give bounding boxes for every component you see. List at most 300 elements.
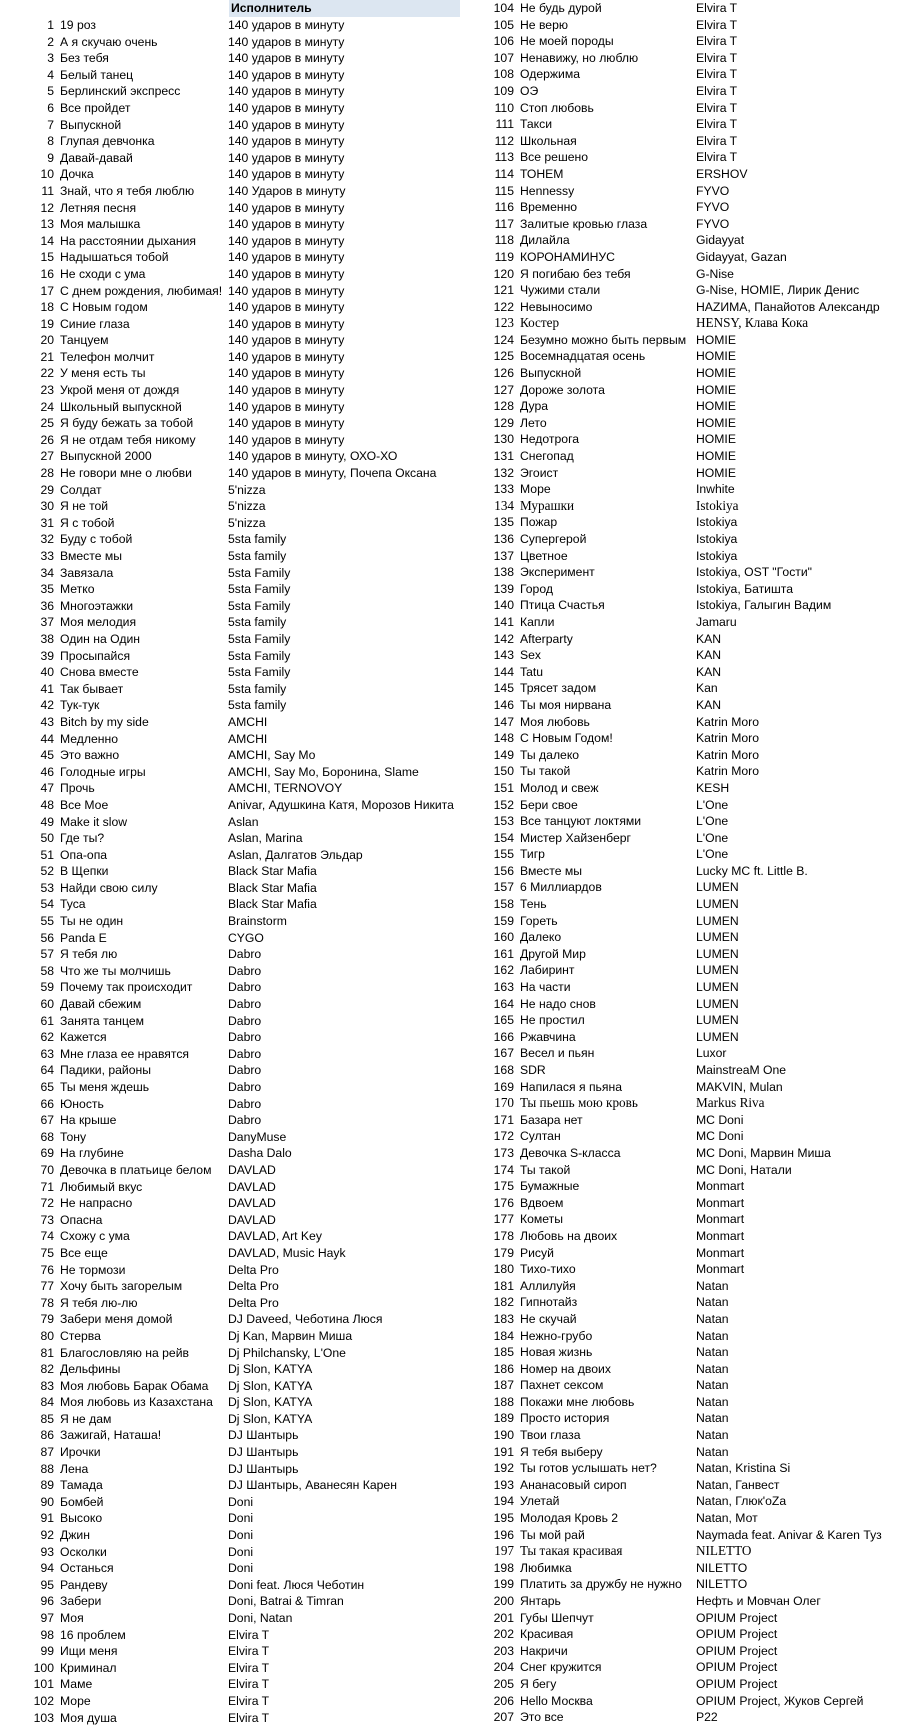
song-title[interactable]: С Новым годом (60, 300, 148, 315)
song-title[interactable]: Хочу быть загорелым (60, 1279, 183, 1294)
song-title[interactable]: Я тебя лю-лю (60, 1295, 138, 1310)
artist-name[interactable]: AMCHI, Say Mo (228, 748, 316, 763)
song-title[interactable]: Высоко (60, 1511, 103, 1526)
table-row[interactable] (0, 1245, 460, 1262)
table-row[interactable] (460, 465, 909, 482)
artist-name[interactable]: Istokiya (696, 532, 738, 546)
table-row[interactable] (0, 1145, 460, 1162)
song-title[interactable]: Давай-давай (60, 150, 133, 165)
table-row[interactable] (0, 1610, 460, 1627)
song-title[interactable]: Султан (520, 1129, 561, 1144)
song-title[interactable]: КОРОНАМИНУС (520, 249, 615, 264)
artist-name[interactable]: 140 ударов в минуту (228, 18, 345, 32)
row-number[interactable]: 115 (494, 183, 514, 198)
artist-name[interactable]: AMCHI (228, 714, 268, 729)
table-row[interactable] (0, 1361, 460, 1378)
artist-name[interactable]: Inwhite (696, 482, 735, 497)
table-row[interactable] (460, 548, 909, 565)
song-title[interactable]: Просыпайся (60, 648, 131, 663)
table-row[interactable] (0, 614, 460, 631)
row-number[interactable]: 51 (40, 847, 54, 862)
row-number[interactable]: 101 (33, 1677, 54, 1692)
artist-name[interactable]: FYVO (696, 216, 730, 231)
row-number[interactable]: 122 (493, 299, 514, 314)
song-title[interactable]: Sex (520, 648, 542, 663)
artist-name[interactable]: OPIUM Project (696, 1676, 778, 1691)
song-title[interactable]: Зажигай, Наташа! (60, 1428, 162, 1443)
table-row[interactable] (460, 1527, 909, 1544)
row-number[interactable]: 15 (40, 250, 54, 265)
row-number[interactable]: 62 (40, 1030, 54, 1045)
song-title[interactable]: Маме (60, 1677, 93, 1692)
table-row[interactable] (0, 216, 460, 233)
row-number[interactable]: 30 (40, 499, 54, 514)
artist-name[interactable]: Elvira T (696, 133, 738, 148)
table-row[interactable] (460, 1444, 909, 1461)
row-number[interactable]: 160 (493, 930, 514, 945)
table-row[interactable] (0, 117, 460, 134)
song-title[interactable]: Найди свою силу (60, 880, 158, 895)
song-title[interactable]: Одержима (520, 67, 580, 82)
row-number[interactable]: 22 (40, 366, 54, 381)
table-row[interactable] (460, 564, 909, 581)
song-title[interactable]: Укрой меня от дождя (60, 383, 180, 398)
song-title[interactable]: Голодные игры (60, 764, 146, 779)
table-row[interactable] (0, 814, 460, 831)
table-row[interactable] (0, 780, 460, 797)
table-row[interactable] (460, 1643, 909, 1660)
song-title[interactable]: Моя любовь из Казахстана (60, 1395, 213, 1410)
table-row[interactable] (0, 880, 460, 897)
row-number[interactable]: 108 (493, 67, 514, 82)
table-row[interactable] (0, 1394, 460, 1411)
song-title[interactable]: Море (520, 482, 551, 497)
song-title[interactable]: Завязала (60, 565, 114, 580)
table-row[interactable] (0, 548, 460, 565)
artist-name[interactable]: 140 ударов в минуту (228, 283, 345, 298)
table-row[interactable] (460, 183, 909, 200)
song-title[interactable]: Бери свое (520, 797, 578, 812)
table-row[interactable] (460, 1510, 909, 1527)
table-row[interactable] (0, 913, 460, 930)
artist-name[interactable]: Dj Slon, KATYA (228, 1362, 313, 1377)
row-number[interactable]: 188 (493, 1394, 514, 1409)
song-title[interactable]: Мурашки (520, 497, 575, 513)
table-row[interactable] (460, 33, 909, 50)
row-number[interactable]: 143 (493, 648, 514, 663)
table-row[interactable] (460, 1626, 909, 1643)
table-row[interactable] (0, 1544, 460, 1561)
song-title[interactable]: Покажи мне любовь (520, 1394, 635, 1409)
row-number[interactable]: 14 (40, 233, 54, 248)
table-row[interactable] (460, 1112, 909, 1129)
table-row[interactable] (0, 896, 460, 913)
row-number[interactable]: 77 (40, 1279, 54, 1294)
table-row[interactable] (460, 332, 909, 349)
table-row[interactable] (0, 697, 460, 714)
song-title[interactable]: Птица Счастья (520, 598, 605, 613)
song-title[interactable]: Я погибаю без тебя (520, 266, 631, 281)
artist-name[interactable]: 140 ударов в минуту, Почепа Оксана (228, 466, 437, 481)
song-title[interactable]: Тень (520, 897, 547, 912)
song-title[interactable]: Моя душа (60, 1710, 117, 1725)
row-number[interactable]: 12 (40, 200, 54, 215)
song-title[interactable]: Не напрасно (60, 1196, 133, 1211)
song-title[interactable]: Hennessy (520, 183, 575, 198)
artist-name[interactable]: Natan (696, 1428, 729, 1443)
song-title[interactable]: Моя мелодия (60, 615, 137, 630)
artist-name[interactable]: 5sta family (228, 698, 287, 713)
artist-name[interactable]: Dj Slon, KATYA (228, 1411, 313, 1426)
artist-name[interactable]: 140 ударов в минуту (228, 233, 345, 248)
song-title[interactable]: Буду с тобой (60, 532, 133, 547)
artist-name[interactable]: 5'nizza (228, 482, 266, 497)
row-number[interactable]: 123 (494, 315, 514, 331)
song-title[interactable]: Медленно (60, 731, 119, 746)
song-title[interactable]: Молодая Кровь 2 (520, 1511, 619, 1526)
table-row[interactable] (460, 1062, 909, 1079)
table-row[interactable] (0, 67, 460, 84)
artist-name[interactable]: Naymada feat. Anivar & Karen Туз (696, 1527, 882, 1542)
row-number[interactable]: 45 (40, 748, 54, 763)
table-row[interactable] (460, 813, 909, 830)
song-title[interactable]: Все решено (520, 150, 589, 165)
song-title[interactable]: Почему так происходит (60, 980, 193, 995)
table-row[interactable] (0, 863, 460, 880)
song-title[interactable]: Я не той (60, 499, 109, 514)
song-title[interactable]: ОЭ (520, 83, 539, 98)
artist-name[interactable]: MC Doni, Марвин Миша (696, 1145, 831, 1160)
table-row[interactable] (460, 1195, 909, 1212)
table-row[interactable] (0, 465, 460, 482)
artist-name[interactable]: OPIUM Project (696, 1627, 778, 1642)
table-row[interactable] (460, 116, 909, 133)
row-number[interactable]: 200 (493, 1594, 514, 1608)
artist-name[interactable]: Dj Philchansky, L'One (228, 1345, 346, 1360)
artist-name[interactable]: Doni (228, 1561, 254, 1576)
row-number[interactable]: 190 (493, 1428, 514, 1443)
row-number[interactable]: 111 (495, 117, 514, 132)
table-row[interactable] (0, 714, 460, 731)
table-row[interactable] (460, 1410, 909, 1427)
row-number[interactable]: 17 (40, 283, 54, 298)
song-title[interactable]: Просто история (520, 1411, 610, 1426)
table-row[interactable] (460, 1543, 909, 1560)
table-row[interactable] (0, 1427, 460, 1444)
song-title[interactable]: Мне глаза ее нравятся (60, 1046, 190, 1061)
artist-name[interactable]: Natan (696, 1378, 729, 1393)
artist-name[interactable]: HOMIE (696, 415, 736, 430)
row-number[interactable]: 96 (40, 1594, 54, 1609)
table-row[interactable] (460, 913, 909, 930)
table-row[interactable] (0, 996, 460, 1013)
artist-name[interactable]: Natan, Мот (696, 1511, 758, 1526)
song-title[interactable]: Все танцуют локтями (520, 814, 642, 829)
row-number[interactable]: 139 (493, 581, 514, 596)
artist-name[interactable]: 140 ударов в минуту (228, 300, 345, 315)
row-number[interactable]: 7 (47, 117, 54, 132)
row-number[interactable]: 150 (493, 764, 514, 779)
song-title[interactable]: Базара нет (520, 1112, 583, 1127)
song-title[interactable]: Тихо-тихо (520, 1262, 576, 1277)
artist-name[interactable]: 140 ударов в минуту (228, 316, 345, 331)
song-title[interactable]: Я не дам (60, 1411, 112, 1426)
row-number[interactable]: 92 (40, 1528, 54, 1543)
row-number[interactable]: 82 (40, 1362, 54, 1377)
song-title[interactable]: Ты далеко (520, 747, 580, 762)
row-number[interactable]: 163 (493, 980, 514, 995)
artist-name[interactable]: LUMEN (696, 946, 739, 961)
row-number[interactable]: 149 (493, 747, 514, 762)
row-number[interactable]: 145 (493, 681, 514, 696)
song-title[interactable]: Напилася я пьяна (520, 1079, 622, 1094)
song-title[interactable]: Тук-тук (60, 698, 100, 713)
row-number[interactable]: 81 (40, 1345, 54, 1360)
artist-name[interactable]: 5sta Family (228, 582, 291, 597)
row-number[interactable]: 161 (493, 946, 514, 961)
row-number[interactable]: 50 (40, 831, 54, 846)
song-title[interactable]: Рандеву (60, 1577, 108, 1592)
artist-name[interactable]: CYGO (228, 930, 264, 945)
song-title[interactable]: Эксперимент (520, 565, 595, 580)
artist-name[interactable]: Natan (696, 1295, 729, 1310)
table-row[interactable] (0, 598, 460, 615)
song-title[interactable]: Криминал (60, 1660, 117, 1675)
artist-name[interactable]: LUMEN (696, 930, 739, 945)
row-number[interactable]: 89 (40, 1478, 54, 1493)
table-row[interactable] (460, 1228, 909, 1245)
artist-name[interactable]: 140 ударов в минуту, ОХО-ХО (228, 449, 398, 464)
table-row[interactable] (460, 266, 909, 283)
row-number[interactable]: 42 (40, 698, 54, 713)
row-number[interactable]: 164 (493, 996, 514, 1011)
song-title[interactable]: Знай, что я тебя люблю (60, 183, 195, 198)
table-row[interactable] (460, 315, 909, 332)
table-row[interactable] (460, 714, 909, 731)
artist-name[interactable]: Doni, Batrai & Timran (228, 1594, 344, 1609)
row-number[interactable]: 67 (40, 1113, 54, 1128)
row-number[interactable]: 198 (493, 1560, 514, 1575)
artist-name[interactable]: L'One (696, 830, 729, 845)
song-title[interactable]: Бумажные (520, 1179, 580, 1194)
song-title[interactable]: Так бывает (60, 681, 124, 696)
row-number[interactable]: 131 (493, 449, 514, 464)
artist-name[interactable]: 140 ударов в минуту (228, 399, 345, 414)
artist-name[interactable]: G-Nise (696, 266, 734, 281)
song-title[interactable]: Ты пьешь мою кровь (520, 1095, 638, 1111)
table-row[interactable] (0, 1013, 460, 1030)
artist-name[interactable]: KESH (696, 780, 730, 795)
artist-name[interactable]: Dabro (228, 997, 262, 1012)
artist-name[interactable]: Dabro (228, 947, 262, 962)
song-title[interactable]: Дочка (60, 167, 94, 182)
table-row[interactable] (460, 1211, 909, 1228)
song-title[interactable]: Забери меня домой (60, 1312, 173, 1327)
artist-name[interactable]: G-Nise, HOMIE, Лирик Денис (696, 283, 860, 298)
artist-name[interactable]: Elvira T (696, 50, 738, 65)
table-row[interactable] (460, 763, 909, 780)
artist-name[interactable]: HENSY, Клава Кока (696, 315, 809, 331)
table-row[interactable] (0, 183, 460, 200)
table-row[interactable] (460, 1311, 909, 1328)
row-number[interactable]: 78 (40, 1295, 54, 1310)
row-number[interactable]: 104 (493, 1, 514, 15)
row-number[interactable]: 129 (493, 415, 514, 430)
artist-name[interactable]: Natan (696, 1361, 729, 1376)
artist-name[interactable]: Lucky MC ft. Little B. (696, 863, 808, 878)
song-title[interactable]: Вдвоем (520, 1195, 564, 1210)
table-row[interactable] (0, 797, 460, 814)
table-row[interactable] (0, 17, 460, 34)
song-title[interactable]: Дороже золота (520, 382, 605, 397)
artist-name[interactable]: Delta Pro (228, 1262, 279, 1277)
table-row[interactable] (460, 282, 909, 299)
song-title[interactable]: Школьная (520, 133, 577, 148)
song-title[interactable]: Любовь на двоих (520, 1228, 618, 1243)
table-row[interactable] (0, 681, 460, 698)
table-row[interactable] (0, 963, 460, 980)
row-number[interactable]: 121 (493, 283, 514, 298)
song-title[interactable]: Не говори мне о любви (60, 466, 192, 481)
song-title[interactable]: Ты такой (520, 764, 571, 779)
row-number[interactable]: 156 (493, 863, 514, 878)
row-number[interactable]: 5 (47, 84, 54, 99)
table-row[interactable] (0, 1195, 460, 1212)
row-number[interactable]: 119 (494, 249, 514, 264)
row-number[interactable]: 102 (33, 1693, 54, 1708)
artist-name[interactable]: 140 ударов в минуту (228, 432, 345, 447)
row-number[interactable]: 76 (40, 1262, 54, 1277)
table-row[interactable] (460, 1162, 909, 1179)
row-number[interactable]: 117 (494, 216, 514, 231)
artist-name[interactable]: Elvira T (696, 117, 738, 132)
artist-name[interactable]: DAVLAD (228, 1212, 276, 1227)
artist-name[interactable]: Elvira T (696, 83, 738, 98)
artist-name[interactable]: DAVLAD (228, 1196, 276, 1211)
artist-name[interactable]: KAN (696, 631, 722, 646)
table-row[interactable] (0, 349, 460, 366)
song-title[interactable]: Я тебя лю (60, 947, 118, 962)
row-number[interactable]: 186 (493, 1361, 514, 1376)
artist-name[interactable]: Dabro (228, 1080, 262, 1094)
song-title[interactable]: Схожу с ума (60, 1229, 130, 1244)
song-title[interactable]: Снегопад (520, 449, 574, 464)
row-number[interactable]: 65 (40, 1080, 54, 1094)
table-row[interactable] (0, 830, 460, 847)
song-title[interactable]: Один на Один (60, 631, 141, 646)
table-row[interactable] (460, 1261, 909, 1278)
table-row[interactable] (0, 1046, 460, 1063)
artist-name[interactable]: Dabro (228, 1013, 262, 1028)
artist-name[interactable]: Istokiya (696, 515, 738, 530)
artist-name[interactable]: Monmart (696, 1179, 745, 1194)
table-row[interactable] (0, 847, 460, 864)
song-title[interactable]: Ищи меня (60, 1644, 118, 1659)
row-number[interactable]: 48 (40, 797, 54, 812)
table-row[interactable] (460, 1560, 909, 1577)
table-row[interactable] (460, 50, 909, 67)
row-number[interactable]: 68 (40, 1129, 54, 1144)
row-number[interactable]: 159 (493, 913, 514, 928)
artist-name[interactable]: 5sta family (228, 615, 287, 630)
table-row[interactable] (460, 83, 909, 100)
song-title[interactable]: Чужими стали (520, 283, 601, 298)
song-title[interactable]: Выпускной 2000 (60, 449, 152, 464)
artist-name[interactable]: 140 ударов в минуту (228, 100, 345, 115)
artist-name[interactable]: Dabro (228, 963, 262, 978)
artist-name[interactable]: Istokiya, Галыгин Вадим (696, 598, 832, 613)
row-number[interactable]: 127 (493, 382, 514, 397)
song-title[interactable]: Это все (520, 1710, 564, 1725)
artist-name[interactable]: HOMIE (696, 449, 736, 464)
table-row[interactable] (460, 199, 909, 216)
artist-name[interactable]: DAVLAD (228, 1179, 276, 1194)
song-title[interactable]: Останься (60, 1561, 114, 1576)
row-number[interactable]: 38 (40, 631, 54, 646)
row-number[interactable]: 179 (493, 1245, 514, 1260)
song-title[interactable]: Без тебя (60, 51, 109, 66)
row-number[interactable]: 141 (493, 614, 514, 629)
song-title[interactable]: Моя (60, 1611, 84, 1625)
row-number[interactable]: 19 (40, 316, 54, 331)
song-title[interactable]: Номер на двоих (520, 1361, 611, 1376)
song-title[interactable]: Другой Мир (520, 946, 586, 961)
row-number[interactable]: 144 (493, 664, 514, 679)
artist-name[interactable]: OPIUM Project (696, 1610, 778, 1625)
table-row[interactable] (0, 1311, 460, 1328)
row-number[interactable]: 94 (40, 1561, 54, 1576)
table-row[interactable] (0, 1062, 460, 1079)
artist-name[interactable]: 140 ударов в минуту (228, 416, 345, 431)
artist-name[interactable]: Monmart (696, 1262, 745, 1277)
header-artist[interactable]: Исполнитель (229, 0, 460, 17)
row-number[interactable]: 49 (40, 814, 54, 829)
artist-name[interactable]: KAN (696, 697, 722, 712)
artist-name[interactable]: Monmart (696, 1195, 745, 1210)
artist-name[interactable]: Doni (228, 1511, 254, 1526)
artist-name[interactable]: 5sta Family (228, 648, 291, 663)
row-number[interactable]: 187 (493, 1378, 514, 1393)
song-title[interactable]: На глубине (60, 1146, 124, 1161)
song-title[interactable]: Молод и свеж (520, 780, 599, 795)
row-number[interactable]: 10 (40, 167, 54, 182)
artist-name[interactable]: NILETTO (696, 1543, 752, 1559)
artist-name[interactable]: 5sta Family (228, 631, 291, 646)
song-title[interactable]: Недотрога (520, 432, 580, 447)
table-row[interactable] (0, 1228, 460, 1245)
song-title[interactable]: Временно (520, 200, 578, 215)
row-number[interactable]: 28 (40, 466, 54, 481)
song-title[interactable]: Надышаться тобой (60, 250, 169, 265)
row-number[interactable]: 177 (493, 1212, 514, 1227)
table-row[interactable] (0, 166, 460, 183)
artist-name[interactable]: LUMEN (696, 963, 739, 978)
song-title[interactable]: Эгоист (520, 465, 559, 480)
song-title[interactable]: Лабиринт (520, 963, 575, 978)
row-number[interactable]: 195 (493, 1511, 514, 1526)
row-number[interactable]: 103 (33, 1710, 54, 1725)
song-title[interactable]: Опа-опа (60, 847, 108, 862)
row-number[interactable]: 72 (40, 1196, 54, 1211)
table-row[interactable] (460, 17, 909, 34)
song-title[interactable]: Ты не один (60, 914, 124, 929)
row-number[interactable]: 90 (40, 1494, 54, 1509)
artist-name[interactable]: LUMEN (696, 880, 739, 895)
table-row[interactable] (0, 664, 460, 681)
song-title[interactable]: Вместе мы (60, 549, 122, 563)
row-number[interactable]: 157 (493, 880, 514, 895)
song-title[interactable]: Занята танцем (60, 1013, 145, 1028)
